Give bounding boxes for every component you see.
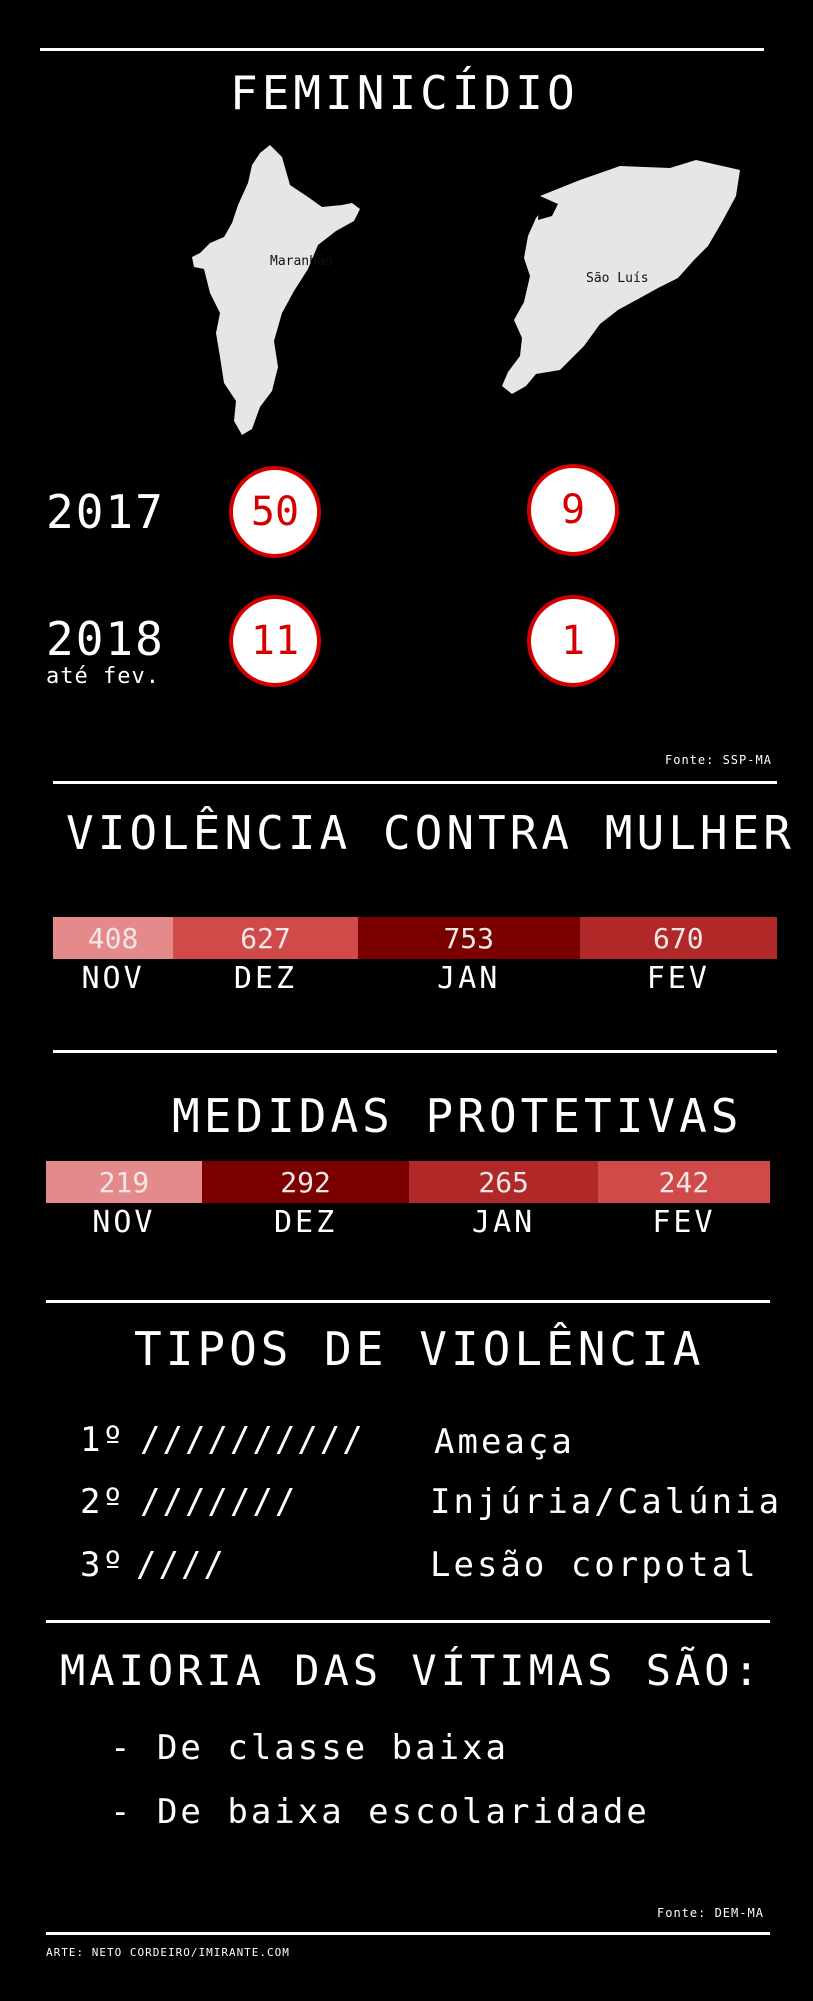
medidas-bars: [46, 1161, 770, 1203]
tipo-2-bar: ///////: [140, 1482, 298, 1522]
tipo-2-rank: 2º: [80, 1482, 125, 1522]
violencia-bar-nov: 408: [53, 917, 173, 959]
violencia-bar-fev: 670: [580, 917, 777, 959]
divider-3: [46, 1300, 770, 1303]
medidas-label-dez: DEZ: [273, 1205, 338, 1240]
tipo-3-rank: 3º: [80, 1545, 125, 1585]
medidas-label-nov: NOV: [92, 1205, 156, 1240]
divider-4: [46, 1620, 770, 1623]
violencia-label-fev: FEV: [646, 961, 710, 996]
tipos-title: TIPOS DE VIOLÊNCIA: [134, 1322, 705, 1376]
circle-2017-maranhao: 50: [229, 466, 321, 558]
divider-2: [53, 1050, 777, 1053]
vitimas-source: Fonte: DEM-MA: [657, 1906, 764, 1920]
circle-2018-maranhao: 11: [229, 595, 321, 687]
tipo-3-bar: ////: [136, 1545, 226, 1585]
violencia-title: VIOLÊNCIA CONTRA MULHER: [66, 806, 795, 860]
maranhao-label: Maranhão: [270, 254, 333, 269]
vitima-item-2: - De baixa escolaridade: [110, 1792, 650, 1832]
violencia-bar-jan: 753: [358, 917, 580, 959]
medidas-bar-dez: 292: [202, 1161, 410, 1203]
violencia-bar-dez: 627: [173, 917, 358, 959]
medidas-bar-nov: 219: [46, 1161, 202, 1203]
top-divider: [40, 48, 764, 51]
medidas-title: MEDIDAS PROTETIVAS: [172, 1089, 743, 1143]
year-2017-label: 2017: [46, 485, 165, 539]
violencia-bars: [53, 917, 777, 959]
tipo-1-rank: 1º: [80, 1420, 125, 1460]
vitimas-title: MAIORIA DAS VÍTIMAS SÃO:: [60, 1646, 763, 1695]
bottom-divider: [46, 1932, 770, 1935]
circle-2017-saoluis: 9: [527, 464, 619, 556]
tipo-2-label: Injúria/Calúnia: [430, 1482, 783, 1522]
medidas-label-fev: FEV: [652, 1205, 716, 1240]
map-saoluis: [500, 160, 750, 400]
violencia-label-dez: DEZ: [233, 961, 298, 996]
circle-2018-saoluis: 1: [527, 595, 619, 687]
violencia-label-jan: JAN: [437, 961, 501, 996]
divider-1: [53, 781, 777, 784]
feminicidio-source: Fonte: SSP-MA: [665, 753, 772, 767]
tipo-1-bar: //////////: [140, 1420, 365, 1460]
credit-text: ARTE: NETO CORDEIRO/IMIRANTE.COM: [46, 1946, 290, 1959]
year-2018-label: 2018: [46, 612, 165, 666]
tipo-1-label: Ameaça: [434, 1422, 575, 1462]
maranhao-shape: [192, 145, 360, 435]
tipo-3-label: Lesão corpotal: [430, 1545, 759, 1585]
saoluis-label: São Luís: [586, 271, 649, 286]
year-2018-sublabel: até fev.: [46, 664, 160, 689]
vitima-item-1: - De classe baixa: [110, 1728, 509, 1768]
feminicidio-title: FEMINICÍDIO: [230, 66, 579, 120]
medidas-bar-fev: 242: [598, 1161, 770, 1203]
map-maranhao: [190, 145, 420, 435]
medidas-bar-jan: 265: [409, 1161, 597, 1203]
medidas-label-jan: JAN: [472, 1205, 536, 1240]
violencia-label-nov: NOV: [81, 961, 145, 996]
